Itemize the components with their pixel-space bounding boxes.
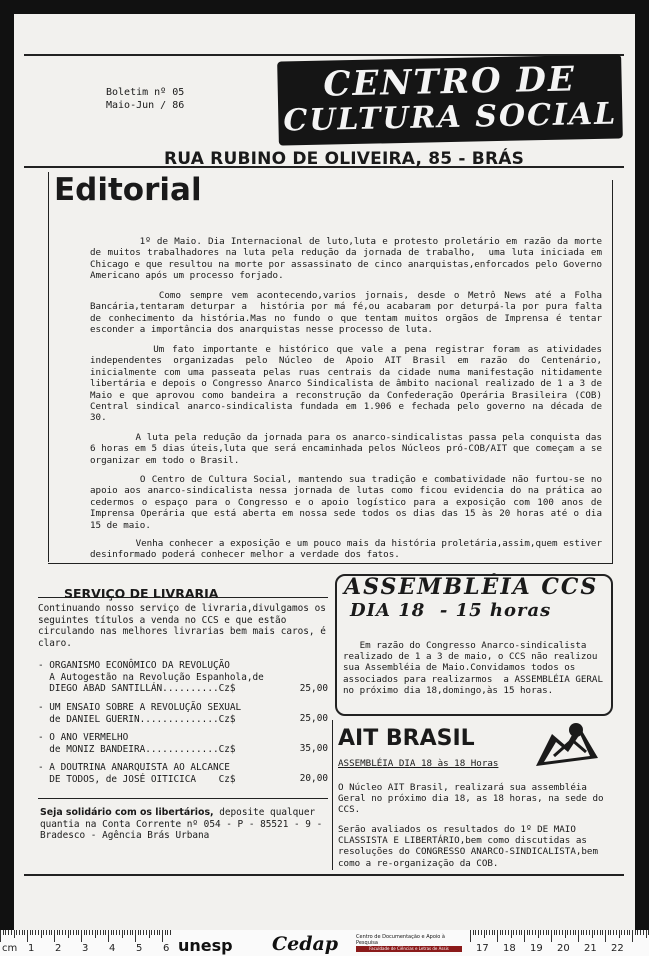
scale-tick: [140, 930, 141, 935]
scale-tick: [95, 930, 96, 938]
scale-tick: [562, 930, 563, 935]
ait-emblem-icon: [532, 716, 602, 772]
book-item: - A DOUTRINA ANARQUISTA AO ALCANCE DE TODOS, de JOSÉ OITICICA Cz$ 20,00: [38, 762, 328, 785]
scale-tick: [567, 930, 568, 935]
scale-tick: [105, 930, 106, 935]
scale-tick: [583, 930, 584, 935]
scale-tick: [635, 930, 636, 935]
scale-tick: [119, 930, 120, 935]
cedap-logo: Cedap: [272, 933, 339, 955]
scale-tick: [529, 930, 530, 935]
scale-tick: [605, 930, 606, 942]
scale-tick: [30, 930, 31, 935]
scale-tick: [154, 930, 155, 935]
scale-tick: [500, 930, 501, 935]
centro-cultura-social-logo: [277, 54, 623, 145]
scale-tick: [162, 930, 163, 942]
scale-tick: [73, 930, 74, 935]
scale-tick: [524, 930, 525, 942]
scale-tick: [57, 930, 58, 935]
measurement-scale: [0, 930, 649, 956]
scale-tick: [521, 930, 522, 935]
document-page: [14, 14, 635, 930]
scale-number: 18: [503, 943, 516, 954]
ait-title: AIT BRASIL: [338, 726, 475, 751]
scale-tick: [613, 930, 614, 935]
scale-tick: [70, 930, 71, 935]
scale-number: 21: [584, 943, 597, 954]
scale-tick: [32, 930, 33, 935]
scale-tick: [130, 930, 131, 935]
editorial-paragraph: Um fato importante e histórico que vale a pena registrar foram as atividades independentes organizadas pelo Núcleo de Apoio AIT Brasil em razão do Centenário, inicialmente com uma passeata pelas ruas centrais da cidade numa manifestação nitidamente libertária e depois o Congresso Anarco Sindicalista de âmbito nacional realizado de 1 a 3 de Maio e que aprovou como bandeira a reconstrução da Confederação Operária Brasileira (COB) Central sindical anarco-sindicalista fundada em 1.906 e fechada pelo governo na década de 30.: [90, 344, 608, 424]
editorial-title: Editorial: [54, 172, 202, 208]
scale-tick: [492, 930, 493, 935]
scale-tick: [24, 930, 25, 935]
scale-tick: [103, 930, 104, 935]
scale-tick: [559, 930, 560, 935]
scale-tick: [86, 930, 87, 935]
scale-tick: [97, 930, 98, 935]
book-item: - O ANO VERMELHO de MONIZ BANDEIRA.............Cz$ 35,00: [38, 732, 328, 755]
cedap-name: Centro de Documentação e Apoio à Pesquisa: [356, 934, 445, 946]
scale-tick: [546, 930, 547, 935]
ait-subtitle: ASSEMBLÉIA DIA 18 às 18 Horas: [338, 758, 499, 769]
scale-tick: [575, 930, 576, 935]
editorial-paragraph: 1º de Maio. Dia Internacional de luto,luta e protesto proletário em razão da morte de muitos trabalhadores na luta pela redução da jornada de trabalho, uma luta iniciada em Chicago e que resultou na morte por assassinato de cinco anarquistas,enforcados pelo Governo Americano após um processo forjado.: [90, 236, 608, 282]
scale-number: 5: [136, 943, 143, 954]
scale-tick: [81, 930, 82, 942]
scale-tick: [516, 930, 517, 935]
book-price: 20,00: [299, 773, 328, 784]
scale-tick: [608, 930, 609, 935]
scale-tick: [632, 930, 633, 942]
scale-tick: [484, 930, 485, 938]
scale-tick: [124, 930, 125, 935]
scale-tick: [68, 930, 69, 938]
scale-number: 3: [82, 943, 89, 954]
scale-tick: [532, 930, 533, 935]
scale-tick: [621, 930, 622, 935]
scale-tick: [0, 930, 1, 942]
editorial-frame-right: [612, 180, 613, 564]
scale-number: 4: [109, 943, 116, 954]
scale-tick: [473, 930, 474, 935]
scale-tick: [489, 930, 490, 935]
scale-tick: [59, 930, 60, 935]
scale-tick: [111, 930, 112, 935]
livraria-bottom-rule: [38, 798, 328, 799]
scale-tick: [556, 930, 557, 935]
scale-number: 6: [163, 943, 170, 954]
scale-tick: [581, 930, 582, 935]
scale-tick: [486, 930, 487, 935]
scale-tick: [116, 930, 117, 935]
scale-tick: [554, 930, 555, 935]
ait-paragraph: Serão avaliados os resultados do 1º DE MAIO CLASSISTA E LIBERTÁRIO,bem como discutidas as resoluções do CONGRESSO ANARCO-SINDICALISTA,bem como a re-organização da COB.: [338, 824, 598, 869]
scale-tick: [538, 930, 539, 938]
scale-tick: [132, 930, 133, 935]
scale-tick: [46, 930, 47, 935]
editorial-paragraph: Venha conhecer a exposição e um pouco mais da história proletária,assim,quem estiver desinformado poderá conhecer melhor a verdade dos fatos.: [90, 538, 608, 561]
scale-tick: [494, 930, 495, 935]
scale-tick: [527, 930, 528, 935]
book-price: 35,00: [299, 743, 328, 754]
scale-tick: [475, 930, 476, 935]
scale-number: 22: [611, 943, 624, 954]
scale-tick: [586, 930, 587, 935]
scale-tick: [511, 930, 512, 938]
scale-tick: [481, 930, 482, 935]
scale-tick: [610, 930, 611, 935]
scale-tick: [151, 930, 152, 935]
scale-tick: [127, 930, 128, 935]
scale-tick: [65, 930, 66, 935]
scale-tick: [578, 930, 579, 942]
scale-tick: [624, 930, 625, 935]
scale-tick: [597, 930, 598, 935]
scale-tick: [543, 930, 544, 935]
unesp-logo: unesp: [178, 936, 233, 955]
scale-tick: [600, 930, 601, 935]
logo-line-2: CULTURA SOCIAL: [283, 96, 618, 139]
scale-tick: [570, 930, 571, 935]
scale-number: 17: [476, 943, 489, 954]
bulletin-info: [106, 86, 184, 112]
scale-tick: [16, 930, 17, 935]
book-item: - UM ENSAIO SOBRE A REVOLUÇÃO SEXUAL de DANIEL GUERIN..............Cz$ 25,00: [38, 702, 328, 725]
scale-tick: [637, 930, 638, 935]
scale-tick: [76, 930, 77, 935]
bulletin-number: Boletim nº 05: [106, 87, 185, 98]
scale-tick: [167, 930, 168, 935]
scale-tick: [470, 930, 471, 942]
scale-tick: [497, 930, 498, 942]
scale-tick: [143, 930, 144, 935]
scale-tick: [27, 930, 28, 942]
scale-tick: [573, 930, 574, 935]
scale-tick: [122, 930, 123, 938]
scale-tick: [3, 930, 4, 935]
scale-tick: [146, 930, 147, 935]
scale-unit: cm: [2, 943, 18, 954]
assembleia-date-time: DIA 18 - 15 horas: [350, 600, 552, 621]
assembleia-headline: ASSEMBLÉIA CCS: [344, 574, 599, 600]
scale-tick: [535, 930, 536, 935]
scale-tick: [43, 930, 44, 935]
scale-tick: [5, 930, 6, 935]
scale-tick: [22, 930, 23, 935]
scale-tick: [35, 930, 36, 935]
scale-tick: [11, 930, 12, 935]
logo-line-1: CENTRO DE: [322, 59, 577, 105]
scale-tick: [629, 930, 630, 935]
scale-tick: [540, 930, 541, 935]
scale-tick: [149, 930, 150, 938]
editorial-paragraph: Como sempre vem acontecendo,varios jornais, desde o Metrô News até a Folha Bancária,tentaram deturpar a história por má fé,ou acabaram por deturpá-la por pura falta de conhecimento da história.Mas no fundo o que tentam muitos orgãos de Imprensa é tentar esconder a importância dos anarquistas nesse processo de luta.: [90, 290, 608, 336]
editorial-frame-bottom: [48, 563, 613, 564]
bottom-rule: [24, 874, 624, 876]
assembleia-text: Em razão do Congresso Anarco-sindicalista realizado de 1 a 3 de maio, o CCS não realizou sua Assembléia de Maio.Convidamos todos os associados para realizarmos a ASSEMBLÉIA GERAL no próximo dia 18,domingo,às 15 horas.: [343, 640, 609, 696]
scale-tick: [78, 930, 79, 935]
scale-tick: [14, 930, 15, 938]
scale-tick: [54, 930, 55, 942]
editorial-paragraph: O Centro de Cultura Social, mantendo sua tradição e combatividade não furtou-se no apoio aos anarco-sindicalista nessa jornada de lutas como ficou evidencia do na prática ao cedermos o espaço para o Congresso e o apoio logístico para a exposição com 100 anos de Imprensa Operária que está aberta em nossa sede todos os dias das 15 às 20 horas até o dia 15 de maio.: [90, 474, 608, 531]
scale-number: 2: [55, 943, 62, 954]
scale-tick: [589, 930, 590, 935]
scale-tick: [113, 930, 114, 935]
scale-number: 20: [557, 943, 570, 954]
cedap-faculty: Faculdade de Ciências e Letras de Assis: [356, 946, 462, 952]
scale-tick: [502, 930, 503, 935]
editorial-paragraph: A luta pela redução da jornada para os anarco-sindicalistas passa pela conquista das 6 horas em 5 dias úteis,luta que será encaminhada pelos Núcleos pró-COB/AIT que começam a se organizar em todo o Brasil.: [90, 432, 608, 466]
bulletin-period: Maio-Jun / 86: [106, 100, 185, 111]
ait-paragraph: O Núcleo AIT Brasil, realizará sua assembléia Geral no próximo dia 18, as 18 horas, na sede do CCS.: [338, 782, 604, 816]
scale-tick: [84, 930, 85, 935]
address-line: RUA RUBINO DE OLIVEIRA, 85 - BRÁS: [163, 149, 525, 169]
book-price: 25,00: [299, 713, 328, 724]
scale-tick: [508, 930, 509, 935]
scale-tick: [519, 930, 520, 935]
livraria-intro: Continuando nosso serviço de livraria,divulgamos os seguintes títulos a venda no CCS e que estão circulando nas melhores livrarias bem mais caros, é claro.: [38, 603, 326, 649]
scale-tick: [170, 930, 171, 935]
scale-tick: [551, 930, 552, 942]
scale-tick: [627, 930, 628, 935]
scale-tick: [594, 930, 595, 935]
book-price: 25,00: [299, 683, 328, 694]
scale-tick: [165, 930, 166, 935]
scale-tick: [51, 930, 52, 935]
editorial-frame-left: [48, 172, 49, 562]
scale-tick: [138, 930, 139, 935]
scale-tick: [41, 930, 42, 938]
scale-tick: [643, 930, 644, 935]
scale-tick: [565, 930, 566, 938]
book-item: - ORGANISMO ECONÔMICO DA REVOLUÇÃO A Autogestão na Revolução Espanhola,de DIEGO ABAD SANTILLÁN..........Cz$ 25,00: [38, 660, 328, 694]
scale-tick: [62, 930, 63, 935]
scale-tick: [646, 930, 647, 938]
scale-tick: [159, 930, 160, 935]
scale-tick: [100, 930, 101, 935]
scale-tick: [619, 930, 620, 938]
scale-tick: [513, 930, 514, 935]
livraria-title: SERVIÇO DE LIVRARIA: [64, 586, 219, 601]
scale-tick: [38, 930, 39, 935]
scale-number: 19: [530, 943, 543, 954]
scale-tick: [602, 930, 603, 935]
scale-number: 1: [28, 943, 35, 954]
scale-tick: [49, 930, 50, 935]
column-divider: [332, 720, 333, 870]
scale-tick: [548, 930, 549, 935]
scale-tick: [8, 930, 9, 935]
scale-tick: [135, 930, 136, 942]
scale-tick: [92, 930, 93, 935]
scale-tick: [505, 930, 506, 935]
solidarity-note: Seja solidário com os libertários, deposite qualquer quantia na Conta Corrente nº 054 - P - 85521 - 9 - Bradesco - Agência Brás Urbana: [40, 807, 323, 841]
scale-tick: [89, 930, 90, 935]
scale-tick: [592, 930, 593, 938]
scale-tick: [108, 930, 109, 942]
scale-tick: [19, 930, 20, 935]
scale-tick: [640, 930, 641, 935]
scale-tick: [478, 930, 479, 935]
scale-tick: [616, 930, 617, 935]
scale-tick: [157, 930, 158, 935]
